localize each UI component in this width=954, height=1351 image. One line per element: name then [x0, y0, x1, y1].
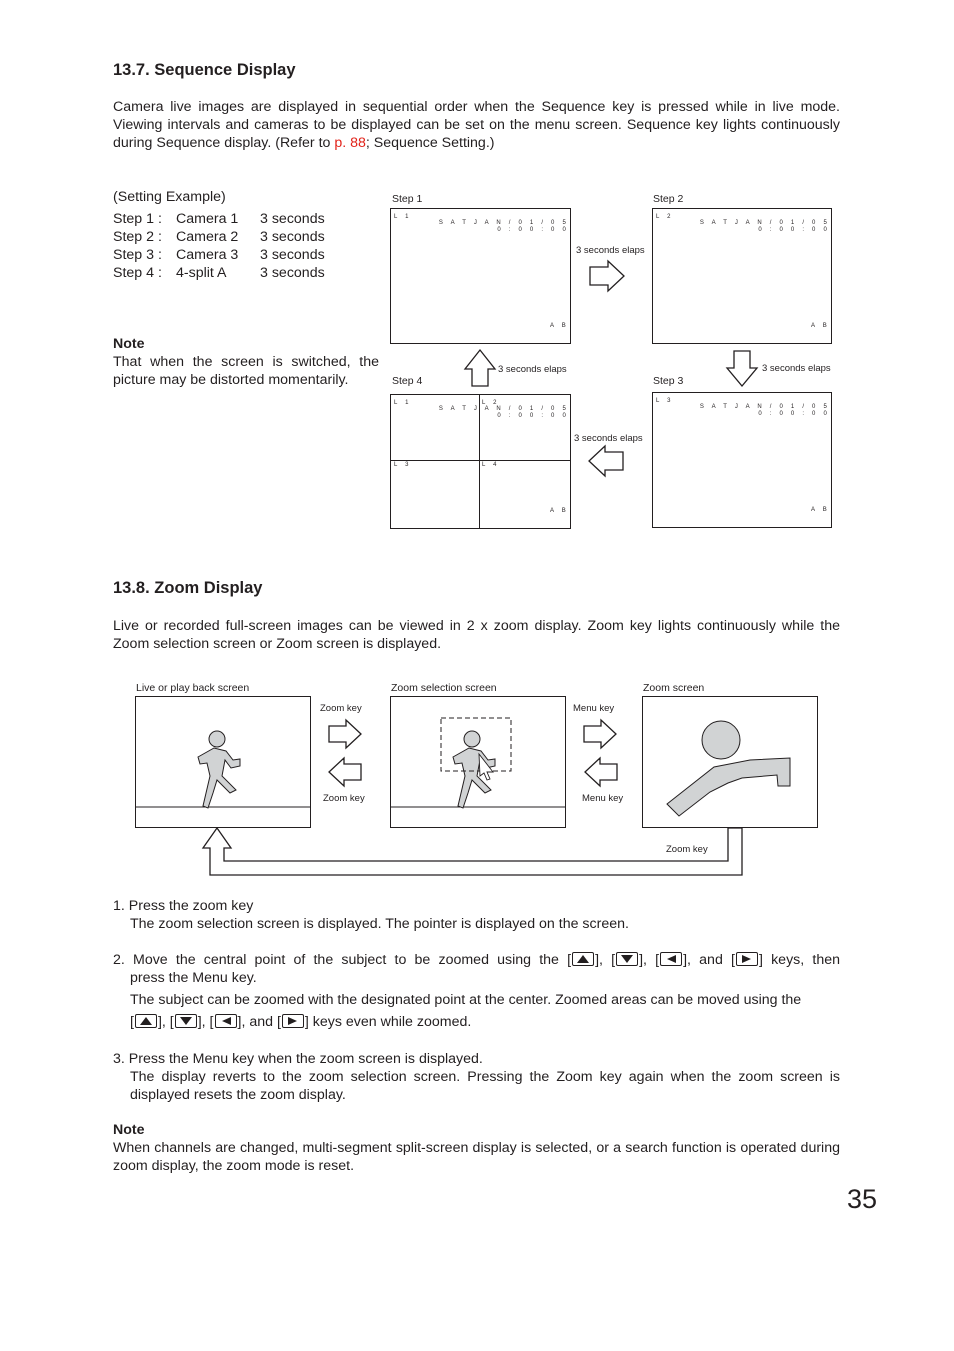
step-source: 4-split A: [176, 265, 227, 281]
channel-label: L 2: [482, 400, 500, 406]
step-lead: 3. Press the Menu key when the zoom screen is displayed.: [113, 1051, 483, 1067]
hollow-arrow-icon: [329, 758, 361, 786]
step-lead: 2. Move the central point of the subject to be zoomed using the [ ], [ ], [ ], and [ ] keys, then: [113, 952, 840, 968]
date-overlay: S A T J A N / 0 1 / 0 5: [699, 220, 830, 226]
zoom-key-label: Zoom key: [666, 844, 708, 855]
step-time: 3 seconds: [260, 229, 325, 245]
hollow-arrow-icon: [589, 446, 623, 476]
step-body: The zoom selection screen is displayed. The pointer is displayed on the screen.: [130, 916, 629, 932]
down-arrow-key-icon: [616, 952, 638, 966]
menu-key-label: Menu key: [582, 793, 624, 804]
sequence-arrows: [0, 0, 954, 600]
elapse-label-1-2: 3 seconds elaps: [576, 245, 645, 256]
channel-label: L 3: [394, 462, 412, 468]
corner-overlay: A B: [811, 323, 830, 329]
step-body-keys: [ ], [ ], [ ], and [ ] keys even while zoomed.: [130, 1014, 472, 1030]
menu-key-label: Menu key: [573, 703, 615, 714]
section-heading-sequence: 13.7. Sequence Display: [113, 61, 296, 79]
channel-label: L 1: [394, 214, 412, 220]
zoom-step-1: [113, 897, 843, 933]
hollow-arrow-icon: [585, 758, 617, 786]
step-lead: 1. Press the zoom key: [113, 898, 254, 914]
left-arrow-key-icon: [215, 1014, 237, 1028]
zoom-key-label: Zoom key: [323, 793, 365, 804]
zoom-diagram-graphics: [0, 680, 954, 880]
step1-label: Step 1: [392, 193, 423, 205]
zoom-step-2: [113, 951, 840, 1031]
right-arrow-key-icon: [282, 1014, 304, 1028]
step-label: Step 1 :: [113, 211, 162, 227]
date-overlay: S A T J A N / 0 1 / 0 5: [438, 220, 569, 226]
corner-overlay: A B: [550, 323, 569, 329]
step-body: The display reverts to the zoom selection screen. Pressing the Zoom key again when the zoom screen is displayed resets the zoom display.: [130, 1069, 840, 1103]
right-arrow-key-icon: [736, 952, 758, 966]
zoom-paragraph: Live or recorded full-screen images can be viewed in 2 x zoom display. Zoom key lights continuously while the Zoom selection screen or Zoom screen is displayed.: [113, 618, 840, 652]
step-time: 3 seconds: [260, 211, 325, 227]
step-label: Step 4 :: [113, 265, 162, 281]
time-overlay: 0 : 0 0 : 0 0: [758, 227, 830, 233]
step-time: 3 seconds: [260, 247, 325, 263]
section-heading-zoom: 13.8. Zoom Display: [113, 579, 263, 597]
time-overlay: 0 : 0 0 : 0 0: [497, 413, 569, 419]
running-person-icon: [198, 731, 240, 808]
step2-label: Step 2: [653, 193, 684, 205]
step-lead-continued: press the Menu key.: [130, 970, 257, 986]
channel-label: L 1: [394, 400, 412, 406]
time-overlay: 0 : 0 0 : 0 0: [758, 411, 830, 417]
step-label: Step 3 :: [113, 247, 162, 263]
date-overlay: S A T J A N / 0 1 / 0 5: [699, 404, 830, 410]
sequence-paragraph-tail: ; Sequence Setting.): [365, 135, 495, 151]
note-title: Note: [113, 336, 145, 352]
step-source: Camera 3: [176, 247, 239, 263]
step-time: 3 seconds: [260, 265, 325, 281]
corner-overlay: A B: [550, 508, 569, 514]
hollow-arrow-icon: [329, 720, 361, 748]
date-overlay: S A T J A N / 0 1 / 0 5: [438, 406, 569, 412]
zoom-screen-label: Zoom screen: [643, 682, 705, 694]
step4-label: Step 4: [392, 375, 423, 387]
zoom-selection-label: Zoom selection screen: [391, 682, 497, 694]
hollow-arrow-icon: [727, 351, 757, 386]
hollow-arrow-icon: [590, 261, 624, 291]
zoom-key-label: Zoom key: [320, 703, 362, 714]
setting-example-title: (Setting Example): [113, 189, 226, 205]
step-label: Step 2 :: [113, 229, 162, 245]
elapse-label-2-3: 3 seconds elaps: [762, 363, 831, 374]
down-arrow-key-icon: [175, 1014, 197, 1028]
step-source: Camera 2: [176, 229, 239, 245]
corner-overlay: A B: [811, 507, 830, 513]
left-arrow-key-icon: [660, 952, 682, 966]
zoom-note-text: When channels are changed, multi-segment split-screen display is selected, or a search function is operated during zoom display, the zoom mode is reset.: [113, 1140, 840, 1174]
zoom-step-3: [113, 1050, 840, 1104]
up-arrow-key-icon: [572, 952, 594, 966]
step3-label: Step 3: [653, 375, 684, 387]
channel-label: L 3: [656, 398, 674, 404]
channel-label: L 4: [482, 462, 500, 468]
up-arrow-key-icon: [135, 1014, 157, 1028]
zoom-note-title: Note: [113, 1122, 145, 1138]
time-overlay: 0 : 0 0 : 0 0: [497, 227, 569, 233]
page-reference-link[interactable]: p. 88: [334, 135, 366, 151]
hollow-arrow-icon: [465, 350, 495, 386]
step-source: Camera 1: [176, 211, 239, 227]
elapse-label-3-4: 3 seconds elaps: [574, 433, 643, 444]
sequence-paragraph-text: Camera live images are displayed in sequential order when the Sequence key is pressed while in live mode. Viewing intervals and cameras to be displayed can be set on the menu screen. Sequence key lights continuously during Sequence display. (Refer to: [113, 99, 840, 151]
live-screen-label: Live or play back screen: [136, 682, 250, 694]
channel-label: L 2: [656, 214, 674, 220]
note-text: That when the screen is switched, the picture may be distorted momentarily.: [113, 354, 379, 388]
running-person-icon: [667, 721, 790, 816]
elapse-label-4-1: 3 seconds elaps: [498, 364, 567, 375]
step-body: The subject can be zoomed with the designated point at the center. Zoomed areas can be moved using the: [130, 992, 802, 1008]
page-number: 35: [847, 1184, 878, 1214]
hollow-arrow-icon: [584, 720, 616, 748]
hollow-arrow-icon: [203, 828, 742, 875]
